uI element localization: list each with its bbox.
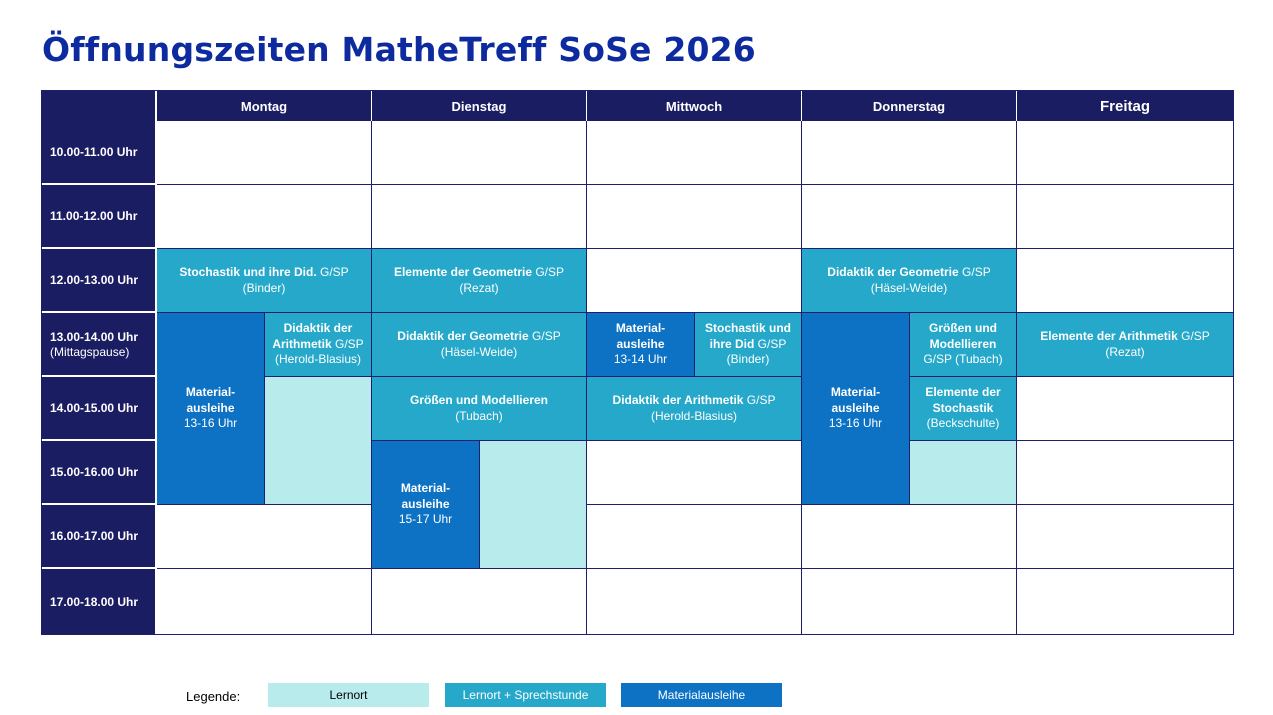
block-detail: 15-17 Uhr [398, 512, 453, 527]
block-mo-stochastik [157, 249, 372, 313]
time-label: 11.00-12.00 Uhr [50, 209, 138, 223]
empty-cell [802, 185, 1017, 249]
time-slot-13 [42, 313, 157, 377]
empty-cell [587, 441, 802, 505]
block-do-groessen [910, 313, 1017, 377]
empty-cell [1017, 249, 1233, 313]
empty-cell [372, 569, 587, 634]
block-suffix: G/SP [316, 264, 349, 279]
block-title-2: ausleihe [831, 400, 880, 415]
block-title: Größen und Modellieren [409, 392, 548, 407]
block-suffix: G/SP [754, 336, 787, 351]
block-suffix: G/SP [331, 336, 364, 351]
empty-cell [587, 249, 802, 313]
block-title: Didaktik der Geometrie [827, 264, 959, 279]
block-detail: G/SP (Tubach) [923, 352, 1003, 367]
block-detail: (Rezat) [1105, 344, 1145, 359]
time-label: 10.00-11.00 Uhr [50, 145, 138, 159]
legend-label: Legende: [186, 689, 241, 704]
block-title-2: ausleihe [401, 496, 450, 511]
block-title-2: Stochastik [932, 400, 994, 415]
block-mo-arithmetik [265, 313, 372, 377]
block-title: Elemente der Geometrie [393, 264, 533, 279]
block-title: Material- [615, 321, 666, 336]
block-title-2: Arithmetik [272, 336, 332, 351]
empty-cell [1017, 569, 1233, 634]
block-detail: 13-16 Uhr [183, 416, 238, 431]
empty-cell [587, 121, 802, 185]
block-mi-stochastik [695, 313, 802, 377]
block-title: Größen und [929, 321, 997, 336]
empty-cell [1017, 441, 1233, 505]
block-title: Elemente der [925, 385, 1001, 400]
time-slot-10 [42, 121, 157, 185]
block-title: Elemente der Arithmetik [1040, 328, 1178, 343]
block-mo-lernort [265, 377, 372, 505]
day-header-montag: Montag [157, 91, 372, 121]
block-suffix: G/SP [743, 392, 776, 407]
time-slot-12 [42, 249, 157, 313]
empty-cell [802, 569, 1017, 634]
empty-cell [802, 505, 1017, 569]
block-detail: (Häsel-Weide) [440, 344, 518, 359]
block-title-2: ausleihe [616, 336, 665, 351]
block-suffix: G/SP [958, 264, 991, 279]
legend-item-label: Materialausleihe [657, 688, 746, 702]
time-label: 12.00-13.00 Uhr [50, 273, 139, 287]
block-title: Stochastik und [704, 321, 791, 336]
block-title-2: Modellieren [929, 336, 997, 351]
block-title: Material- [185, 385, 236, 400]
block-title: Didaktik der [283, 321, 353, 336]
block-title: Didaktik der Arithmetik [612, 392, 744, 407]
legend-item-materialausleihe [621, 683, 782, 707]
block-suffix: G/SP [1177, 328, 1210, 343]
block-title: Didaktik der Geometrie [397, 328, 529, 343]
block-title: Material- [830, 385, 881, 400]
time-label: 14.00-15.00 Uhr [50, 401, 139, 415]
empty-cell [587, 505, 802, 569]
block-do-geometrie [802, 249, 1017, 313]
block-di-geometrie-elemente [372, 249, 587, 313]
block-detail: (Rezat) [459, 280, 499, 295]
page-title: Öffnungszeiten MatheTreff SoSe 2026 [42, 30, 756, 69]
time-slot-11 [42, 185, 157, 249]
legend-item-label: Lernort + Sprechstunde [462, 688, 589, 702]
block-di-groessen [372, 377, 587, 441]
block-detail: 13-16 Uhr [828, 416, 883, 431]
block-di-lernort [480, 441, 587, 569]
block-detail: (Häsel-Weide) [870, 280, 948, 295]
empty-cell [372, 185, 587, 249]
empty-cell [157, 569, 372, 634]
time-sublabel: (Mittagspause) [50, 344, 130, 359]
time-label: 15.00-16.00 Uhr [50, 465, 139, 479]
time-slot-14 [42, 377, 157, 441]
empty-cell [157, 505, 372, 569]
time-slot-17 [42, 569, 157, 634]
block-detail: (Binder) [242, 280, 286, 295]
block-mi-materialausleihe [587, 313, 695, 377]
empty-cell [587, 185, 802, 249]
day-header-dienstag: Dienstag [372, 91, 587, 121]
block-detail: (Beckschulte) [926, 416, 1000, 431]
block-di-materialausleihe [372, 441, 480, 569]
block-detail: (Herold-Blasius) [650, 408, 738, 423]
empty-cell [1017, 377, 1233, 441]
legend-item-sprechstunde [445, 683, 606, 707]
time-slot-15 [42, 441, 157, 505]
block-suffix: G/SP [528, 328, 561, 343]
block-mo-materialausleihe [157, 313, 265, 505]
empty-cell [157, 185, 372, 249]
legend-item-label: Lernort [329, 688, 368, 702]
empty-cell [802, 121, 1017, 185]
corner-cell [42, 91, 157, 121]
empty-cell [1017, 121, 1233, 185]
block-title-2: ausleihe [186, 400, 235, 415]
block-title-2: ihre Did [709, 336, 755, 351]
block-detail: (Tubach) [455, 408, 503, 423]
block-do-stochastik [910, 377, 1017, 441]
day-header-freitag: Freitag [1017, 91, 1233, 121]
block-do-lernort [910, 441, 1017, 505]
empty-cell [157, 121, 372, 185]
block-detail: (Binder) [726, 352, 770, 367]
block-suffix: G/SP [532, 264, 565, 279]
block-title: Material- [400, 481, 451, 496]
legend-item-lernort [268, 683, 429, 707]
block-detail: (Herold-Blasius) [274, 352, 362, 367]
empty-cell [1017, 185, 1233, 249]
day-header-donnerstag: Donnerstag [802, 91, 1017, 121]
time-label: 13.00-14.00 Uhr [50, 329, 139, 344]
schedule-table [41, 90, 1234, 635]
time-slot-16 [42, 505, 157, 569]
day-header-mittwoch: Mittwoch [587, 91, 802, 121]
block-mi-arithmetik [587, 377, 802, 441]
empty-cell [1017, 505, 1233, 569]
block-detail: 13-14 Uhr [613, 352, 668, 367]
time-label: 16.00-17.00 Uhr [50, 529, 139, 543]
empty-cell [587, 569, 802, 634]
block-di-geometrie-didaktik [372, 313, 587, 377]
time-label: 17.00-18.00 Uhr [50, 594, 139, 609]
block-do-materialausleihe [802, 313, 910, 505]
block-title: Stochastik und ihre Did. [179, 264, 317, 279]
block-fr-arithmetik [1017, 313, 1233, 377]
empty-cell [372, 121, 587, 185]
